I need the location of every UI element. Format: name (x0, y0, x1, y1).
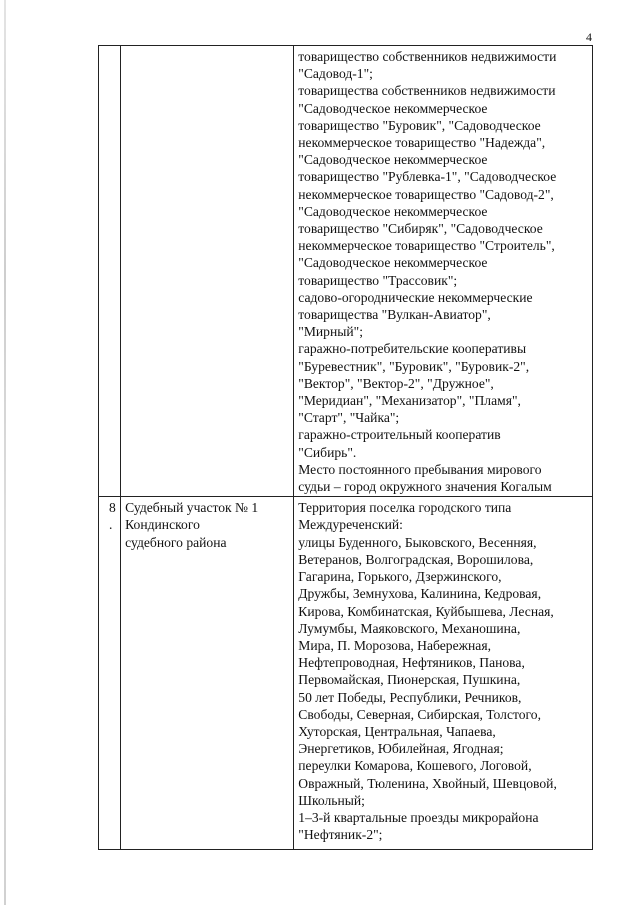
territory-line: "Садовод-1"; (298, 66, 373, 82)
court-name-cell (121, 46, 294, 497)
territory-line: Территория поселка городского типа (298, 500, 512, 516)
court-name-line: судебного района (125, 534, 227, 550)
territory-line: Гагарина, Горького, Дзержинского, (298, 569, 502, 585)
territory-line: гаражно-строительный кооператив (298, 427, 501, 443)
territory-line: товарищество "Рублевка-1", "Садоводческое (298, 169, 557, 185)
territory-cell (294, 497, 593, 850)
territory-line: "Мирный"; (298, 324, 363, 340)
territory-line: Энергетиков, Юбилейная, Ягодная; (298, 741, 504, 757)
territory-line: "Вектор", "Вектор-2", "Дружное", (298, 375, 494, 391)
territory-line: улицы Буденного, Быковского, Весенняя, (298, 534, 537, 550)
territory-line: некоммерческое товарищество "Строитель", (298, 238, 555, 254)
table-row (99, 497, 593, 850)
territory-line: товарищество "Трассовик"; (298, 272, 458, 288)
territory-line: Свободы, Северная, Сибирская, Толстого, (298, 706, 541, 722)
territory-line: судьи – город окружного значения Когалым (298, 479, 552, 495)
territory-line: Овражный, Тюленина, Хвойный, Шевцовой, (298, 775, 557, 791)
territory-line: гаражно-потребительские кооперативы (298, 341, 527, 357)
court-name-line: Кондинского (125, 517, 200, 533)
territory-line: Кирова, Комбинатская, Куйбышева, Лесная, (298, 603, 554, 619)
territory-line: Дружбы, Земнухова, Калинина, Кедровая, (298, 586, 542, 602)
page-number: 4 (586, 30, 592, 44)
territory-line: Нефтепроводная, Нефтяников, Панова, (298, 655, 525, 671)
row-number-cell (99, 46, 121, 497)
territory-line: Хуторская, Центральная, Чапаева, (298, 723, 496, 739)
court-districts-table (98, 45, 593, 850)
scan-edge-shadow (4, 0, 6, 905)
territory-line: товарищества собственников недвижимости (298, 83, 556, 99)
territory-line: "Садоводческое некоммерческое (298, 255, 488, 271)
territory-line: товарищество собственников недвижимости (298, 49, 557, 64)
territory-line: некоммерческое товарищество "Садовод-2", (298, 186, 554, 202)
territory-line: "Буревестник", "Буровик", "Буровик-2", (298, 358, 530, 374)
territory-line: товарищества "Вулкан-Авиатор", (298, 307, 491, 323)
territory-line: "Садоводческое некоммерческое (298, 100, 488, 116)
territory-line: Ветеранов, Волгоградская, Ворошилова, (298, 551, 534, 567)
territory-line: Школьный; (298, 792, 365, 808)
territory-line: "Сибирь". (298, 444, 357, 460)
territory-line: 50 лет Победы, Республики, Речников, (298, 689, 522, 705)
territory-line: "Меридиан", "Механизатор", "Пламя", (298, 393, 521, 409)
territory-line: садово-огороднические некоммерческие (298, 289, 533, 305)
territory-line: "Садоводческое некоммерческое (298, 203, 488, 219)
table-row (99, 46, 593, 497)
territory-line: некоммерческое товарищество "Надежда", (298, 135, 546, 151)
territory-line: переулки Комарова, Кошевого, Логовой, (298, 758, 532, 774)
territory-line: товарищество "Буровик", "Садоводческое (298, 117, 541, 133)
territory-line: Мира, П. Морозова, Набережная, (298, 637, 491, 653)
territory-line: Первомайская, Пионерская, Пушкина, (298, 672, 521, 688)
territory-line: Место постоянного пребывания мирового (298, 461, 542, 477)
territory-line: Лумумбы, Маяковского, Механошина, (298, 620, 521, 636)
court-name-cell (121, 497, 294, 850)
territory-line: 1–3-й квартальные проезды микрорайона (298, 809, 539, 825)
territory-line: "Нефтяник-2"; (298, 827, 383, 843)
territory-line: "Старт", "Чайка"; (298, 410, 400, 426)
territory-line: товарищество "Сибиряк", "Садоводческое (298, 221, 543, 237)
territory-line: Междуреченский: (298, 517, 403, 533)
row-number-cell (99, 497, 121, 850)
court-name-line: Судебный участок № 1 (125, 500, 259, 516)
territory-line: "Садоводческое некоммерческое (298, 152, 488, 168)
territory-cell (294, 46, 593, 497)
row-number: 8. (109, 500, 116, 533)
